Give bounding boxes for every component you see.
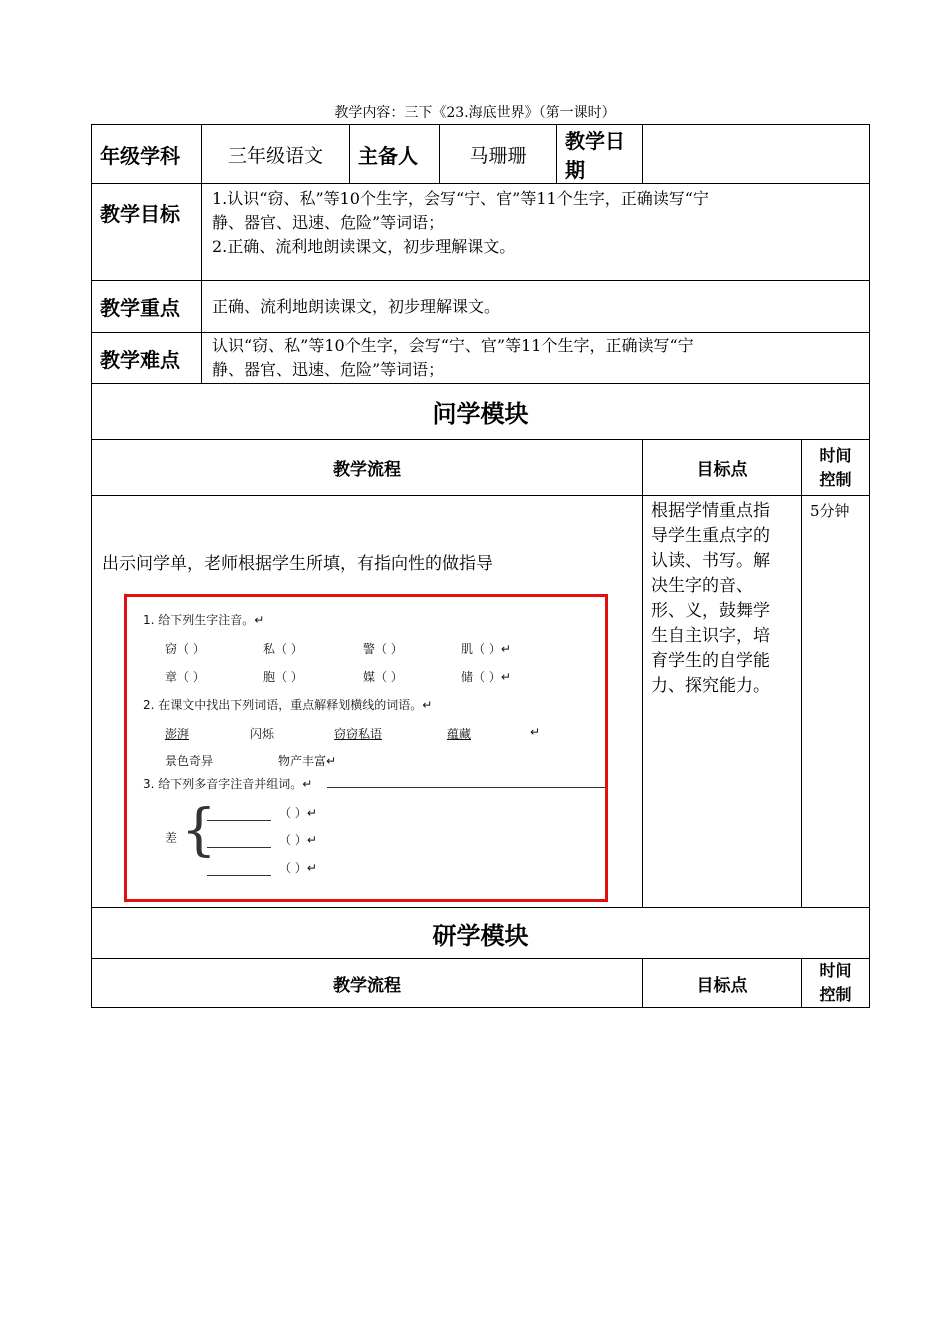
module2-col-flow: 教学流程 (92, 959, 643, 1008)
lesson-caption: 教学内容：三下《23.海底世界》（第一课时） (334, 105, 616, 121)
module1-flow-text: 出示问学单，老师根据学生所填，有指向性的做指导 (102, 554, 493, 574)
ws-poly-line-1: （ ）↵ (207, 804, 317, 821)
ws-poly-line-3: （ ）↵ (207, 859, 317, 876)
difficulties-line-2: 静、器官、迅速、危险”等词语； (212, 360, 445, 379)
module1-col-flow: 教学流程 (92, 440, 643, 496)
ws-separator (327, 787, 605, 788)
ws-word-3: 窃窃私语 (334, 727, 383, 741)
module1-content-row (92, 496, 870, 908)
target-line: 根据学情重点指 (651, 501, 770, 521)
key-points-label: 教学重点 (92, 281, 202, 333)
target-line: 决生字的音、 (651, 576, 753, 596)
module2-col-time-2: 控制 (819, 985, 852, 1004)
target-line: 生自主识字，培 (651, 626, 770, 646)
module2-col-time (802, 959, 870, 1008)
difficulties-line-1: 认识“窃、私”等10个生字，会写“宁、官”等11个生字，正确读写“宁 (212, 336, 694, 355)
module1-title-row (92, 384, 870, 440)
target-line: 形、义，鼓舞学 (651, 601, 770, 621)
key-points-row (92, 281, 870, 333)
ws-word-5: 景色奇异 (165, 754, 214, 768)
worksheet-image (124, 594, 608, 902)
difficulties-text (202, 333, 870, 384)
lesson-plan-table (91, 124, 870, 1008)
target-line: 力、探究能力。 (651, 676, 770, 696)
goals-line-1: 1.认识“窃、私”等10个生字，会写“宁、官”等11个生字，正确读写“宁 (212, 189, 709, 208)
module2-col-time-1: 时间 (819, 961, 852, 980)
ws-poly-line-2: （ ）↵ (207, 831, 317, 848)
ws-row1-a: 窃（ ） (165, 642, 205, 656)
ws-row1-c: 警（ ） (363, 642, 403, 656)
module2-col-target: 目标点 (643, 959, 802, 1008)
key-points-text: 正确、流利地朗读课文，初步理解课文。 (202, 281, 870, 333)
preparer-value: 马珊珊 (440, 125, 557, 184)
ws-q3: 3. 给下列多音字注音并组词。↵ (143, 777, 313, 791)
ws-q1: 1. 给下列生字注音。↵ (143, 613, 265, 627)
difficulties-row (92, 333, 870, 384)
date-value (643, 125, 870, 184)
brace-icon: { (181, 798, 217, 863)
module1-flow-cell (92, 496, 643, 908)
module1-target (643, 496, 802, 908)
module2-title-row (92, 908, 870, 959)
target-line: 育学生的自学能 (651, 651, 770, 671)
module2-title: 研学模块 (92, 908, 870, 959)
difficulties-label: 教学难点 (92, 333, 202, 384)
ws-row2-d: 储（ ）↵ (461, 670, 511, 684)
ws-poly-char: 差 (165, 831, 178, 845)
target-line: 导学生重点字的 (651, 526, 770, 546)
module2-header-row (92, 959, 870, 1008)
module1-title: 问学模块 (92, 384, 870, 440)
ws-row1-d: 肌（ ）↵ (461, 642, 511, 656)
ws-word-6: 物产丰富↵ (278, 754, 337, 768)
ws-q2: 2. 在课文中找出下列词语，重点解释划横线的词语。↵ (143, 698, 433, 712)
module1-col-time (802, 440, 870, 496)
preparer-label: 主备人 (350, 125, 440, 184)
ws-word-end: ↵ (530, 725, 541, 739)
ws-row1-b: 私（ ） (263, 642, 303, 656)
ws-row2-b: 胞（ ） (263, 670, 303, 684)
goals-row (92, 184, 870, 281)
ws-row2-a: 章（ ） (165, 670, 205, 684)
goals-text (202, 184, 870, 281)
module1-col-target: 目标点 (643, 440, 802, 496)
module1-time: 5分钟 (802, 496, 870, 908)
goals-label: 教学目标 (92, 184, 202, 281)
module1-header-row (92, 440, 870, 496)
header-row (92, 125, 870, 184)
ws-word-4: 蕴藏 (447, 727, 472, 741)
module1-col-time-2: 控制 (819, 469, 852, 489)
goals-line-3: 2.正确、流利地朗读课文，初步理解课文。 (212, 237, 516, 256)
ws-word-1: 澎湃 (165, 727, 190, 741)
grade-value: 三年级语文 (202, 125, 350, 184)
goals-line-2: 静、器官、迅速、危险”等词语； (212, 213, 445, 232)
target-line: 认读、书写。解 (651, 551, 770, 571)
grade-label: 年级学科 (92, 125, 202, 184)
module1-col-time-1: 时间 (819, 445, 852, 465)
date-label: 教学日期 (557, 125, 643, 184)
ws-row2-c: 媒（ ） (363, 670, 403, 684)
ws-word-2: 闪烁 (250, 727, 275, 741)
